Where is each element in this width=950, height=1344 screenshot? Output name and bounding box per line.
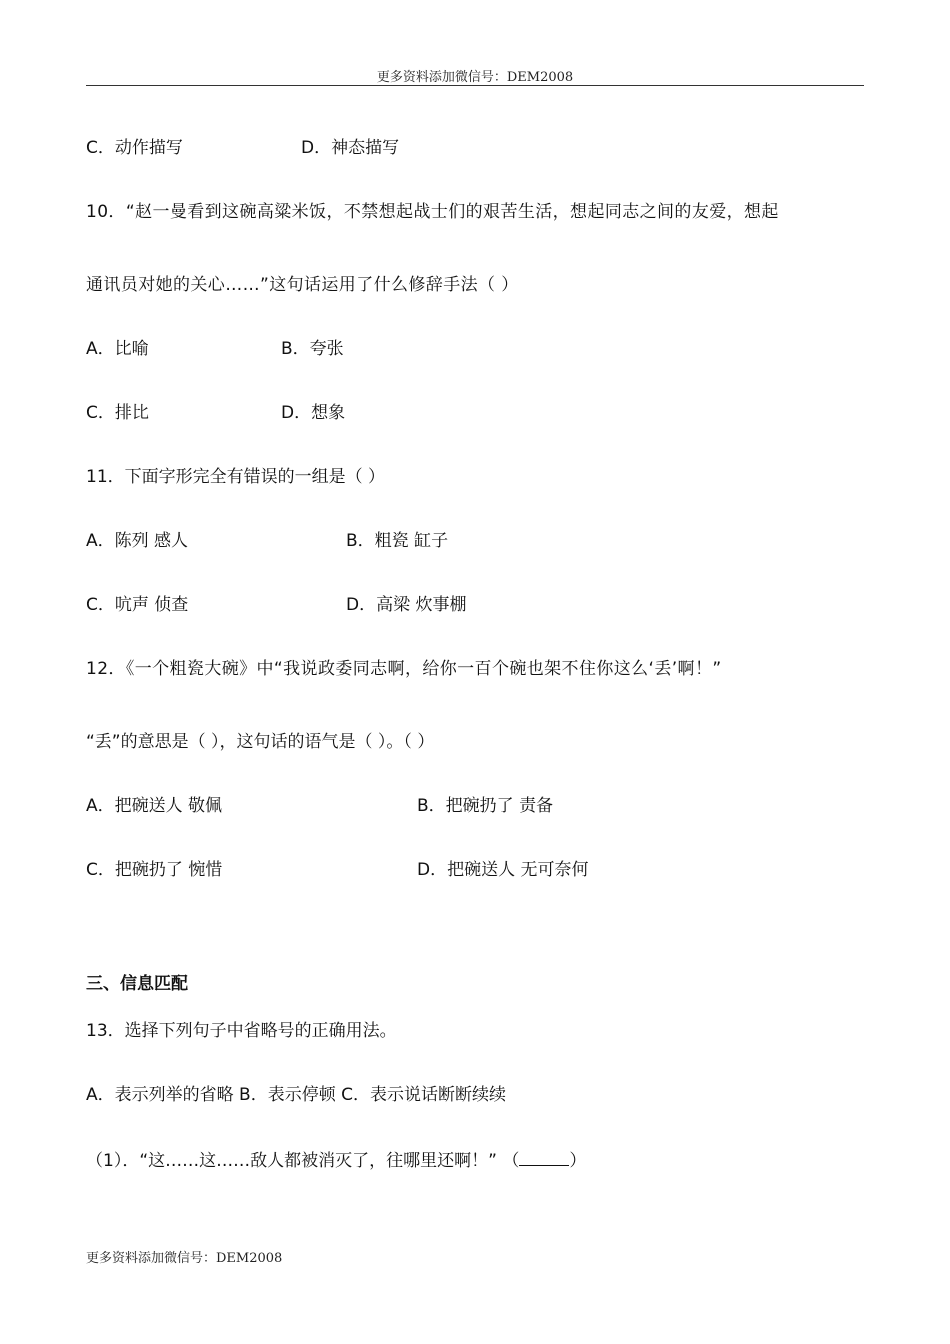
q12-option-a: A．把碗送人 敬佩 bbox=[86, 796, 223, 816]
q13-sub1-close: ） bbox=[569, 1151, 587, 1171]
q11-option-a: A．陈列 感人 bbox=[86, 531, 189, 551]
answer-blank[interactable] bbox=[519, 1151, 569, 1166]
q10-text-line1: 10．“赵一曼看到这碗高粱米饭，不禁想起战士们的艰苦生活，想起同志之间的友爱，想起 bbox=[86, 202, 779, 222]
page-header: 更多资料添加微信号：DEM2008 bbox=[376, 70, 574, 85]
q12-text-line2: “丢”的意思是（ ），这句话的语气是（ ）。（ ） bbox=[86, 732, 435, 752]
q10-text-line2: 通讯员对她的关心……”这句话运用了什么修辞手法（ ） bbox=[86, 275, 519, 295]
q13-sub1-text: （1）．“这……这……敌人都被消灭了，往哪里还啊！” （ bbox=[86, 1151, 520, 1171]
q9-option-c: C．动作描写 bbox=[86, 138, 183, 158]
q11-option-b: B．粗瓷 缸子 bbox=[346, 531, 449, 551]
q12-option-d: D．把碗送人 无可奈何 bbox=[417, 860, 589, 880]
header-divider bbox=[86, 85, 864, 86]
q13-options: A．表示列举的省略 B．表示停顿 C．表示说话断断续续 bbox=[86, 1085, 506, 1105]
q10-option-d: D．想象 bbox=[281, 403, 346, 423]
q12-text-line1: 12．《一个粗瓷大碗》中“我说政委同志啊，给你一百个碗也架不住你这么‘丢’啊！” bbox=[86, 659, 722, 679]
q9-option-d: D．神态描写 bbox=[301, 138, 400, 158]
q10-option-c: C．排比 bbox=[86, 403, 149, 423]
q12-option-c: C．把碗扔了 惋惜 bbox=[86, 860, 223, 880]
section-title: 三、信息匹配 bbox=[86, 974, 188, 994]
q13-text: 13．选择下列句子中省略号的正确用法。 bbox=[86, 1021, 397, 1041]
q11-text: 11．下面字形完全有错误的一组是（ ） bbox=[86, 467, 386, 487]
q10-option-b: B．夸张 bbox=[281, 339, 344, 359]
q10-option-a: A．比喻 bbox=[86, 339, 149, 359]
q11-option-c: C．吭声 侦查 bbox=[86, 595, 189, 615]
q12-option-b: B．把碗扔了 责备 bbox=[417, 796, 554, 816]
q13-subquestion-1 bbox=[86, 1151, 586, 1170]
q11-option-d: D．高梁 炊事棚 bbox=[346, 595, 467, 615]
page-footer: 更多资料添加微信号：DEM2008 bbox=[86, 1251, 283, 1266]
